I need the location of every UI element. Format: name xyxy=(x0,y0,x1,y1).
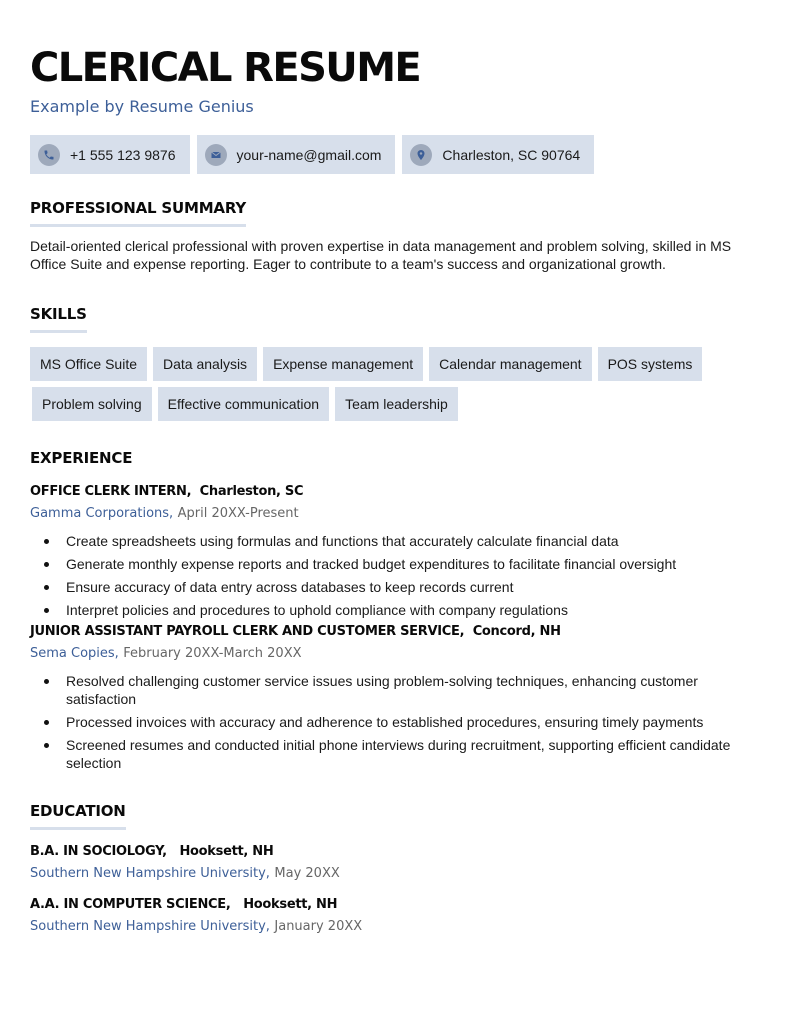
job-company: Sema Copies, xyxy=(30,646,119,661)
contact-email-text: your-name@gmail.com xyxy=(236,146,382,163)
location-pin-icon xyxy=(410,144,432,166)
school-name: Southern New Hampshire University, xyxy=(30,866,270,881)
contact-bar xyxy=(30,135,601,174)
skill-tag: Team leadership xyxy=(335,387,458,421)
education-heading: EDUCATION xyxy=(30,802,126,820)
job-entry xyxy=(30,484,761,619)
job-bullet: Resolved challenging customer service issues using problem-solving techniques, enhancing customer satisfaction xyxy=(30,672,761,708)
job-location: Charleston, SC xyxy=(199,484,304,499)
summary-heading-wrap xyxy=(30,199,246,227)
skill-tag: Problem solving xyxy=(32,387,152,421)
degree-name: A.A. IN COMPUTER SCIENCE, xyxy=(30,897,231,912)
summary-heading-rule xyxy=(30,224,246,227)
contact-phone xyxy=(30,135,190,174)
job-location: Concord, NH xyxy=(472,624,561,639)
skill-tag: Calendar management xyxy=(429,347,591,381)
job-company: Gamma Corporations, xyxy=(30,506,174,521)
job-title xyxy=(30,484,761,499)
education-entry xyxy=(30,897,761,934)
contact-email xyxy=(197,135,396,174)
skills-list xyxy=(30,347,710,427)
job-title xyxy=(30,624,761,639)
envelope-icon xyxy=(205,144,227,166)
phone-icon xyxy=(38,144,60,166)
degree-location: Hooksett, NH xyxy=(179,844,274,859)
degree-date: May 20XX xyxy=(274,866,340,881)
job-bullet: Create spreadsheets using formulas and functions that accurately calculate financial data xyxy=(30,532,761,550)
education-heading-wrap xyxy=(30,802,126,830)
experience-heading: EXPERIENCE xyxy=(30,449,133,467)
job-bullet: Interpret policies and procedures to uphold compliance with company regulations xyxy=(30,601,761,619)
summary-section xyxy=(30,199,761,273)
resume-title: CLERICAL RESUME xyxy=(30,45,421,91)
skill-tag: Effective communication xyxy=(158,387,329,421)
experience-section xyxy=(30,449,761,777)
skill-tag: MS Office Suite xyxy=(30,347,147,381)
degree-meta xyxy=(30,918,761,934)
job-title-text: JUNIOR ASSISTANT PAYROLL CLERK AND CUSTOMER SERVICE, xyxy=(30,624,465,639)
skills-heading: SKILLS xyxy=(30,305,87,323)
job-meta xyxy=(30,505,761,521)
school-name: Southern New Hampshire University, xyxy=(30,919,270,934)
job-meta xyxy=(30,645,761,661)
contact-location-text: Charleston, SC 90764 xyxy=(442,146,581,163)
degree-line xyxy=(30,844,761,859)
contact-location xyxy=(402,135,594,174)
education-heading-rule xyxy=(30,827,126,830)
job-dates: February 20XX-March 20XX xyxy=(123,646,302,661)
skill-tag: POS systems xyxy=(598,347,703,381)
degree-date: January 20XX xyxy=(274,919,363,934)
summary-heading: PROFESSIONAL SUMMARY xyxy=(30,199,247,217)
summary-text: Detail-oriented clerical professional with proven expertise in data management and problem solving, skilled in MS Office Suite and expense reporting. Eager to contribute to a team's success and organizational growth. xyxy=(30,238,732,272)
job-dates: April 20XX-Present xyxy=(177,506,299,521)
degree-line xyxy=(30,897,761,912)
education-entry xyxy=(30,844,761,881)
degree-name: B.A. IN SOCIOLOGY, xyxy=(30,844,167,859)
skills-heading-wrap xyxy=(30,305,87,333)
degree-meta xyxy=(30,865,761,881)
job-title-text: OFFICE CLERK INTERN, xyxy=(30,484,192,499)
resume-subtitle: Example by Resume Genius xyxy=(30,97,254,116)
job-entry xyxy=(30,624,761,772)
education-section xyxy=(30,802,761,934)
job-bullet: Processed invoices with accuracy and adherence to established procedures, ensuring timely payments xyxy=(30,713,761,731)
skill-tag: Data analysis xyxy=(153,347,257,381)
skills-heading-rule xyxy=(30,330,87,333)
skills-section xyxy=(30,305,761,427)
job-bullet: Ensure accuracy of data entry across databases to keep records current xyxy=(30,578,761,596)
degree-location: Hooksett, NH xyxy=(243,897,338,912)
job-bullets xyxy=(30,532,761,619)
job-bullets xyxy=(30,672,761,772)
job-bullet: Generate monthly expense reports and tracked budget expenditures to facilitate financial oversight xyxy=(30,555,761,573)
skill-tag: Expense management xyxy=(263,347,423,381)
job-bullet: Screened resumes and conducted initial phone interviews during recruitment, supporting efficient candidate selection xyxy=(30,736,761,772)
contact-phone-text: +1 555 123 9876 xyxy=(70,146,176,163)
